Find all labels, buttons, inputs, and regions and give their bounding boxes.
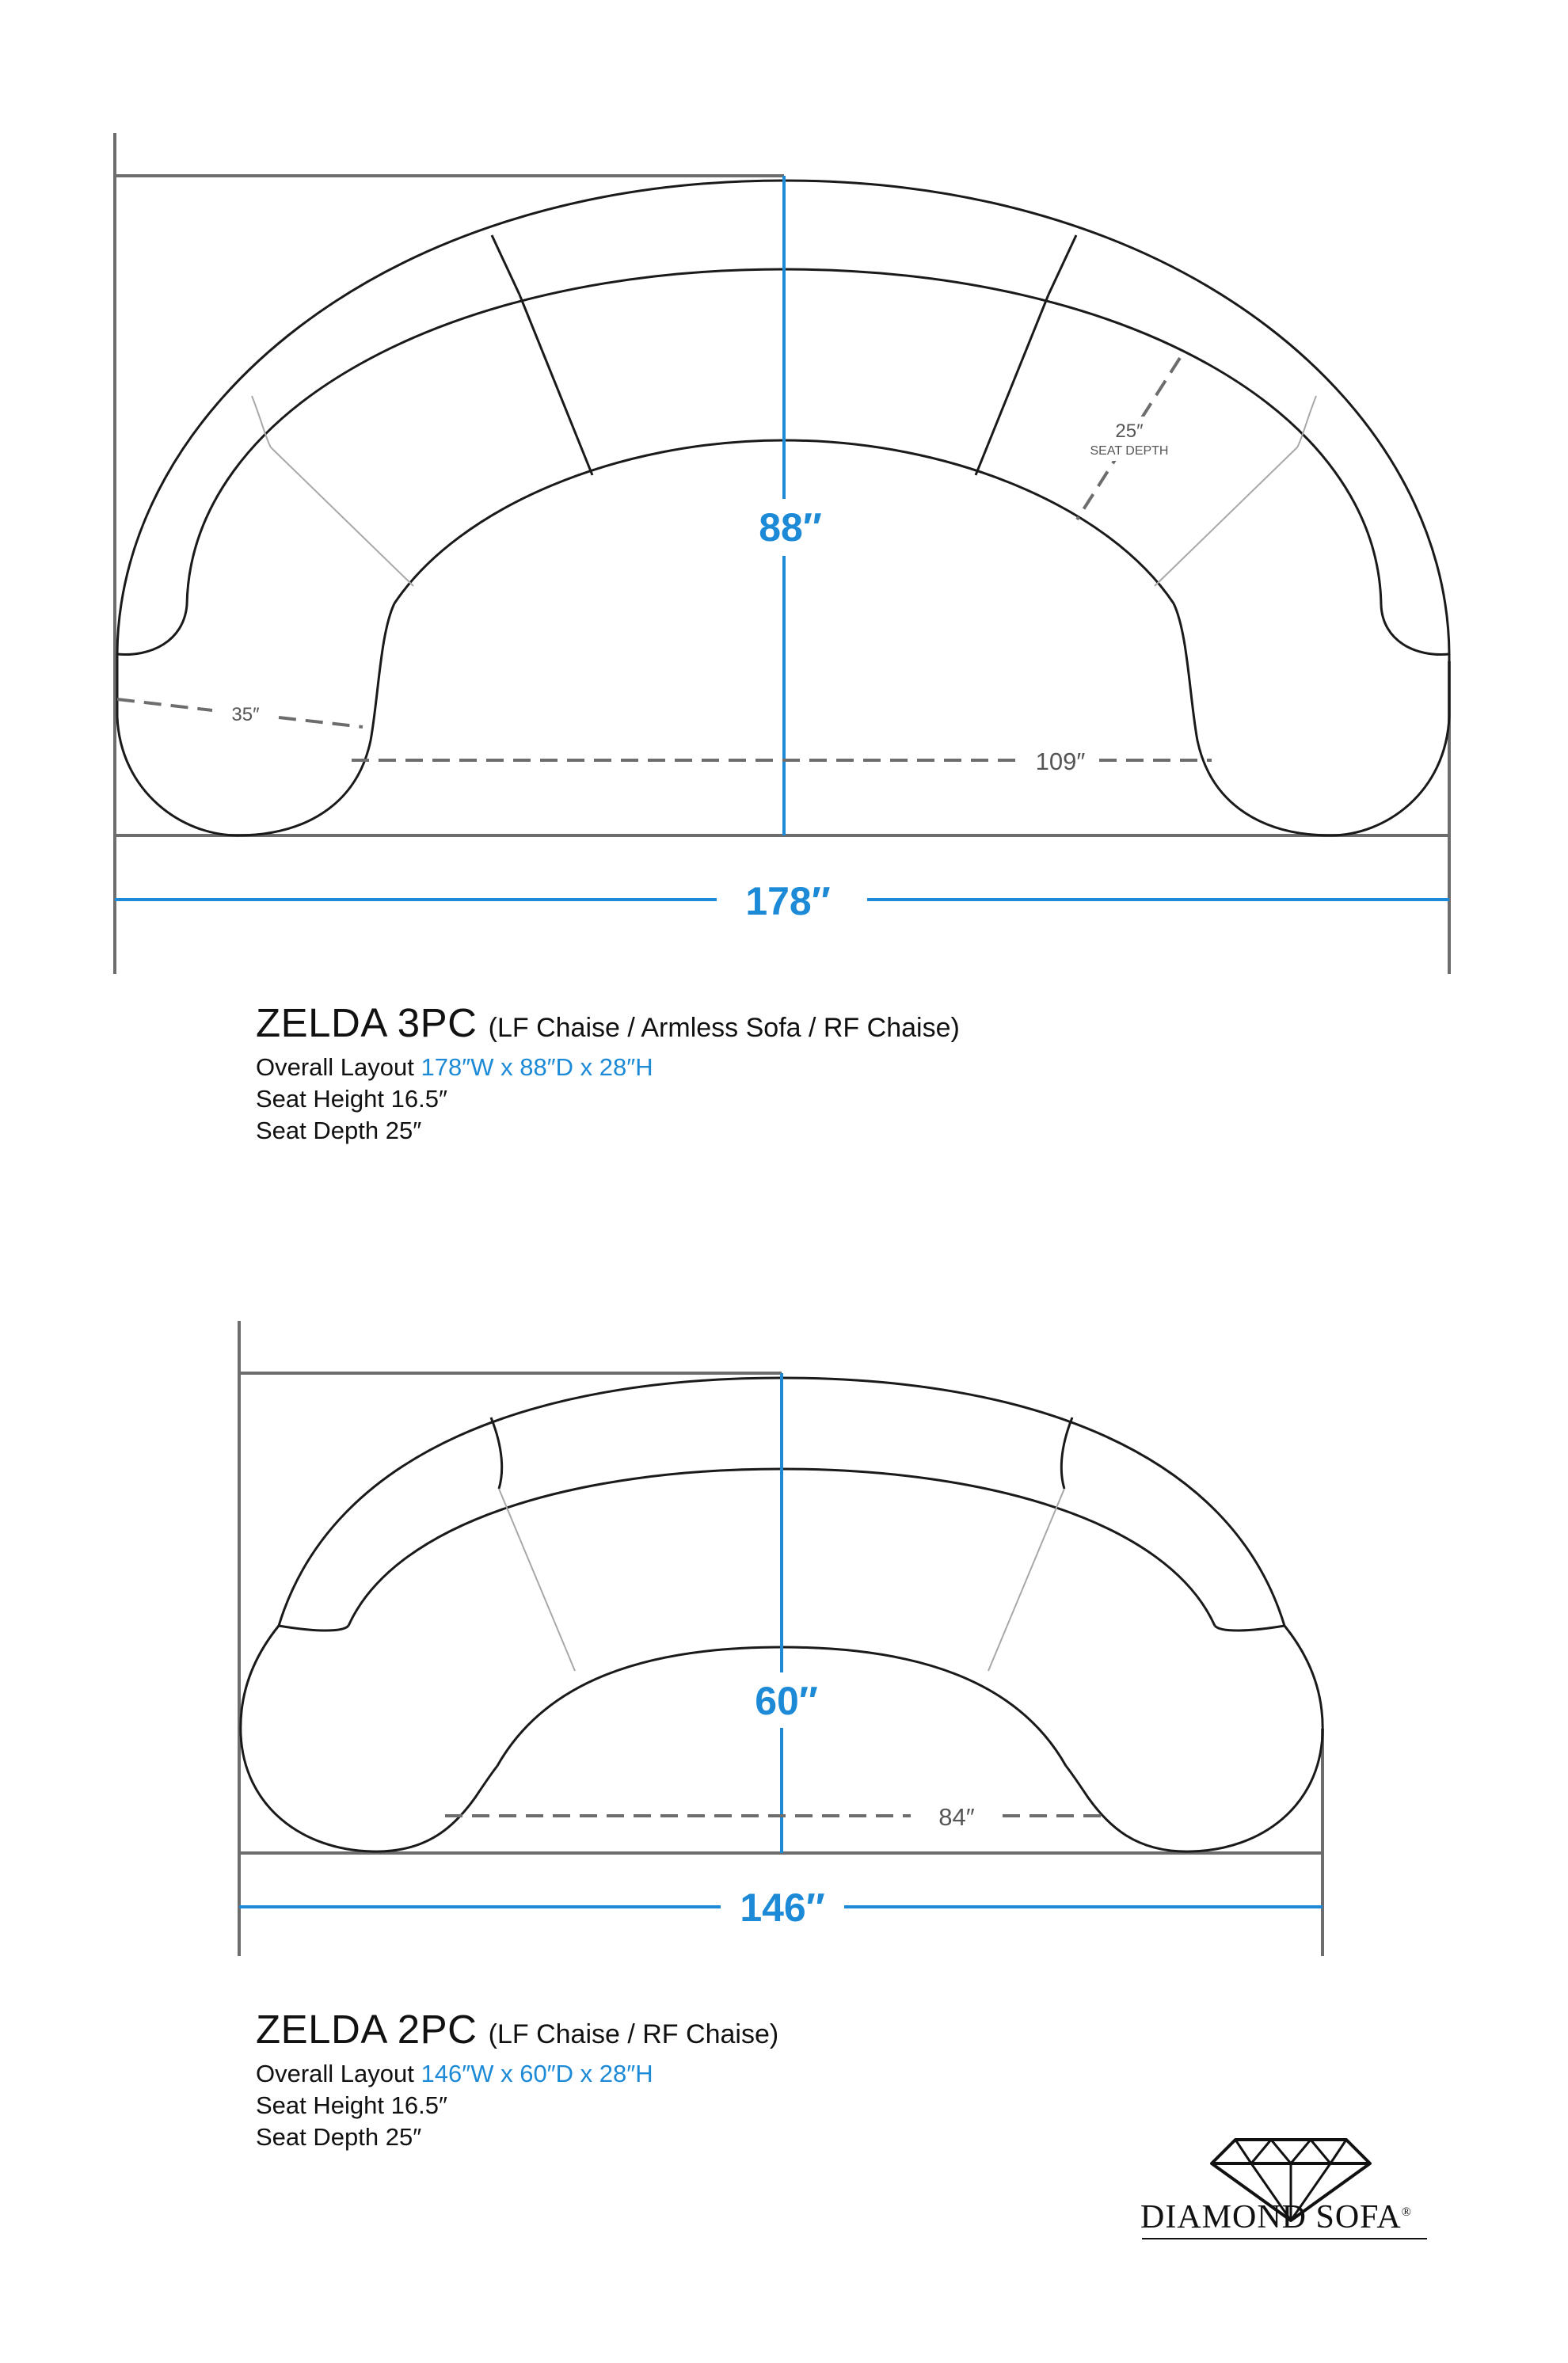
diagram-3pc bbox=[115, 133, 1449, 974]
seat-height: Seat Height 16.5″ bbox=[256, 2091, 447, 2119]
configuration: (LF Chaise / Armless Sofa / RF Chaise) bbox=[488, 1013, 960, 1043]
overall-layout-row bbox=[256, 1052, 960, 1083]
spec-title-2pc bbox=[256, 2006, 778, 2058]
overall-layout-label: Overall Layout bbox=[256, 2060, 414, 2087]
chaise-depth-label-3pc: 35″ bbox=[231, 704, 260, 725]
model-name: ZELDA 3PC bbox=[256, 1000, 478, 1045]
seat-depth: Seat Depth 25″ bbox=[256, 2123, 422, 2151]
inner-width-label-2pc: 84″ bbox=[938, 1803, 975, 1831]
spec-title-3pc bbox=[256, 999, 960, 1052]
logo-wordmark bbox=[1140, 2198, 1441, 2236]
overall-layout-value: 146″W x 60″D x 28″H bbox=[421, 2060, 653, 2087]
depth-label-3pc: 88″ bbox=[759, 505, 822, 550]
seat-height: Seat Height 16.5″ bbox=[256, 1085, 447, 1113]
configuration: (LF Chaise / RF Chaise) bbox=[488, 2019, 779, 2049]
diagram-2pc bbox=[239, 1321, 1323, 1956]
spec-block-2pc bbox=[256, 2006, 778, 2153]
logo-underline bbox=[1142, 2238, 1427, 2239]
seat-depth-caption-3pc: SEAT DEPTH bbox=[1090, 444, 1169, 458]
seat-depth-value-3pc: 25″ bbox=[1115, 420, 1144, 442]
overall-layout-value: 178″W x 88″D x 28″H bbox=[421, 1053, 653, 1081]
model-name: ZELDA 2PC bbox=[256, 2007, 478, 2052]
seat-depth: Seat Depth 25″ bbox=[256, 1117, 422, 1144]
inner-width-label-3pc: 109″ bbox=[1035, 748, 1086, 775]
overall-layout-row bbox=[256, 2058, 778, 2090]
width-label-2pc: 146″ bbox=[740, 1885, 825, 1930]
diamond-sofa-logo bbox=[1140, 2132, 1441, 2243]
overall-layout-label: Overall Layout bbox=[256, 1053, 414, 1081]
depth-label-2pc: 60″ bbox=[755, 1679, 818, 1723]
width-label-3pc: 178″ bbox=[745, 879, 831, 923]
spec-block-3pc bbox=[256, 999, 960, 1147]
logo-text: DIAMOND SOFA bbox=[1140, 2199, 1402, 2236]
registered-mark: ® bbox=[1401, 2205, 1412, 2219]
